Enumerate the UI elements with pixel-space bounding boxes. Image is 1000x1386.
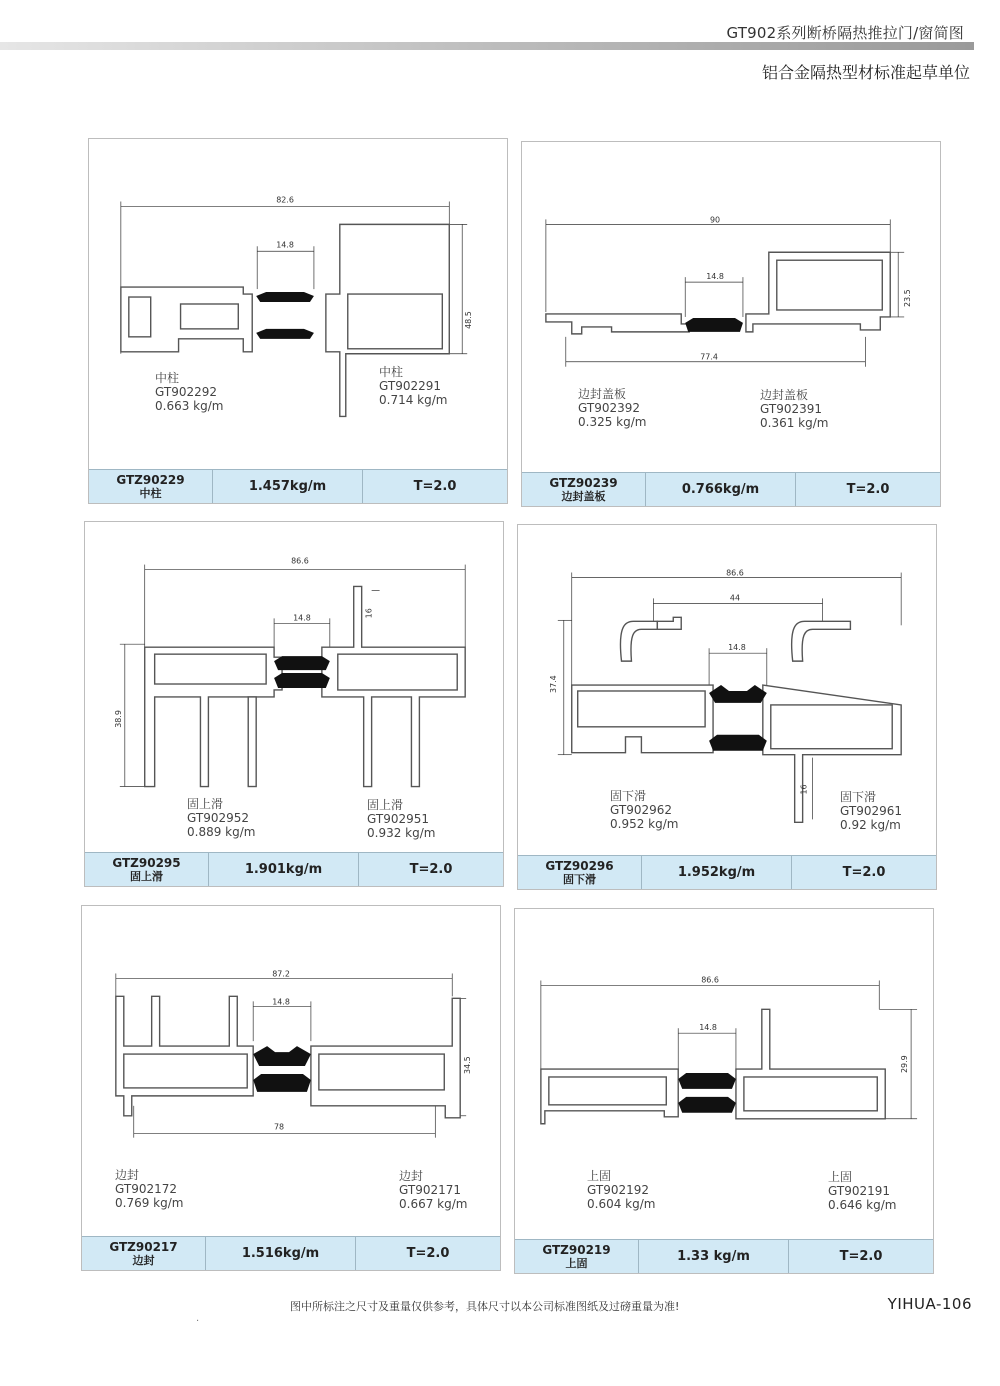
- wall-thickness: T=2.0: [413, 479, 457, 494]
- profile-code-cell: [515, 1240, 639, 1273]
- profile-code: GTZ90219: [542, 1242, 611, 1257]
- part-id: GT902291: [379, 379, 442, 393]
- part-label-right: [828, 1170, 896, 1212]
- profile-code-cell: [89, 470, 213, 503]
- dim-fin: 16: [799, 784, 809, 795]
- dim-width: 90: [710, 215, 721, 225]
- profile-card-gtz90296: [517, 524, 937, 890]
- profile-code-cell: [522, 473, 646, 506]
- profile-card-gtz90229: [88, 138, 508, 504]
- profile-drawing: [89, 139, 507, 467]
- profile-code-cell: [518, 856, 642, 889]
- profile-code: GTZ90239: [549, 475, 618, 490]
- profile-name: 固下滑: [563, 872, 596, 886]
- spec-row: [85, 852, 503, 886]
- dim-bridge: 14.8: [276, 240, 294, 250]
- part-id: GT902191: [828, 1184, 891, 1198]
- header-title: GT902系列断桥隔热推拉门/窗简图: [726, 24, 964, 42]
- dim-bridge: 14.8: [699, 1023, 717, 1033]
- spec-row: [82, 1236, 500, 1270]
- part-name: 固下滑: [610, 789, 647, 803]
- profile-name: 固上滑: [130, 869, 163, 883]
- part-weight: 0.604 kg/m: [587, 1197, 656, 1211]
- part-label-right: [840, 790, 902, 832]
- dim-bridge: 14.8: [293, 613, 311, 623]
- dim-bridge: 14.8: [272, 997, 290, 1007]
- part-id: GT902392: [578, 401, 641, 415]
- part-weight: 0.952 kg/m: [610, 817, 679, 831]
- part-name: 固下滑: [840, 790, 877, 804]
- part-label-left: [115, 1168, 183, 1210]
- part-label-left: [187, 797, 255, 839]
- wall-thickness: T=2.0: [839, 1249, 883, 1264]
- wall-thickness: T=2.0: [846, 482, 890, 497]
- dim-inner-width: 77.4: [700, 352, 718, 362]
- part-label-left: [610, 789, 678, 831]
- part-id: GT902961: [840, 804, 903, 818]
- header-subtitle: 铝合金隔热型材标准起草单位: [761, 63, 970, 82]
- profile-name: 上固: [565, 1256, 588, 1270]
- part-weight: 0.769 kg/m: [115, 1196, 184, 1210]
- profile-weight: 1.516kg/m: [206, 1237, 356, 1270]
- part-label-right: [367, 798, 435, 840]
- dim-width: 87.2: [272, 969, 290, 979]
- spec-row: [518, 855, 936, 889]
- dim-height: 34.5: [463, 1056, 473, 1074]
- part-weight: 0.646 kg/m: [828, 1198, 897, 1212]
- dim-bridge: 14.8: [728, 643, 746, 653]
- part-name: 中柱: [155, 371, 180, 385]
- part-label-left: [578, 387, 646, 429]
- dim-height: 29.9: [900, 1055, 910, 1073]
- part-weight: 0.889 kg/m: [187, 825, 256, 839]
- part-name: 固上滑: [367, 798, 404, 812]
- profile-name: 边封盖板: [561, 489, 606, 503]
- profile-code-cell: [85, 853, 209, 886]
- profile-weight: 1.33 kg/m: [639, 1240, 789, 1273]
- dim-span: 44: [729, 593, 741, 603]
- part-weight: 0.325 kg/m: [578, 415, 647, 429]
- profile-weight: 1.457kg/m: [213, 470, 363, 503]
- part-name: 边封: [115, 1168, 140, 1182]
- dim-bridge: 14.8: [706, 272, 724, 282]
- profile-name: 中柱: [139, 486, 162, 500]
- wall-thickness: T=2.0: [409, 862, 453, 877]
- profile-name: 边封: [132, 1253, 155, 1267]
- part-name: 固上滑: [187, 797, 224, 811]
- part-label-right: [399, 1169, 467, 1211]
- part-id: GT902292: [155, 385, 218, 399]
- part-name: 边封盖板: [578, 387, 627, 401]
- part-id: GT902962: [610, 803, 673, 817]
- profile-card-gtz90219: [514, 908, 934, 1274]
- part-label-left: [587, 1169, 655, 1211]
- part-id: GT902952: [187, 811, 250, 825]
- wall-thickness: T=2.0: [406, 1246, 450, 1261]
- page-number: YIHUA-106: [887, 1295, 972, 1313]
- part-name: 上固: [587, 1169, 612, 1183]
- dim-height: 38.9: [113, 710, 123, 728]
- part-id: GT902172: [115, 1182, 178, 1196]
- dim-fin: 16: [364, 608, 374, 619]
- part-weight: 0.92 kg/m: [840, 818, 901, 832]
- wall-thickness: T=2.0: [842, 865, 886, 880]
- footer-disclaimer: 图中所标注之尺寸及重量仅供参考，具体尺寸以本公司标准图纸及过磅重量为准!: [290, 1300, 680, 1313]
- part-id: GT902391: [760, 402, 823, 416]
- part-weight: 0.361 kg/m: [760, 416, 829, 430]
- part-name: 上固: [828, 1170, 853, 1184]
- part-weight: 0.714 kg/m: [379, 393, 448, 407]
- profile-weight: 1.952kg/m: [642, 856, 792, 889]
- profile-code: GTZ90229: [116, 472, 185, 487]
- profile-code: GTZ90296: [545, 858, 614, 873]
- spec-row: [522, 472, 940, 506]
- profile-weight: 1.901kg/m: [209, 853, 359, 886]
- header-bar: [0, 42, 974, 50]
- dim-height: 37.4: [548, 675, 558, 693]
- profile-weight: 0.766kg/m: [646, 473, 796, 506]
- dim-width: 86.6: [701, 975, 719, 985]
- part-id: GT902171: [399, 1183, 462, 1197]
- spec-row: [515, 1239, 933, 1273]
- profile-code: GTZ90295: [112, 855, 181, 870]
- part-name: 边封: [399, 1169, 424, 1183]
- part-name: 中柱: [379, 365, 404, 379]
- part-id: GT902192: [587, 1183, 650, 1197]
- part-name: 边封盖板: [760, 388, 809, 402]
- dim-height: 48.5: [464, 311, 474, 329]
- profile-code: GTZ90217: [109, 1239, 178, 1254]
- dim-width: 86.6: [726, 568, 744, 578]
- profile-card-gtz90239: [521, 141, 941, 507]
- profile-card-gtz90295: [84, 521, 504, 887]
- spec-row: [89, 469, 507, 503]
- profile-code-cell: [82, 1237, 206, 1270]
- dim-width: 86.6: [291, 556, 309, 566]
- dim-width: 82.6: [276, 195, 294, 205]
- part-label-right: [379, 365, 447, 407]
- part-weight: 0.667 kg/m: [399, 1197, 468, 1211]
- dim-height: 23.5: [903, 289, 913, 307]
- dim-inner-width: 78: [273, 1122, 285, 1132]
- part-weight: 0.663 kg/m: [155, 399, 224, 413]
- part-label-right: [760, 388, 828, 430]
- part-label-left: [155, 371, 223, 413]
- scan-speck: ·: [196, 1316, 200, 1327]
- part-id: GT902951: [367, 812, 430, 826]
- profile-card-gtz90217: [81, 905, 501, 1271]
- profile-drawing: [85, 522, 503, 850]
- part-weight: 0.932 kg/m: [367, 826, 436, 840]
